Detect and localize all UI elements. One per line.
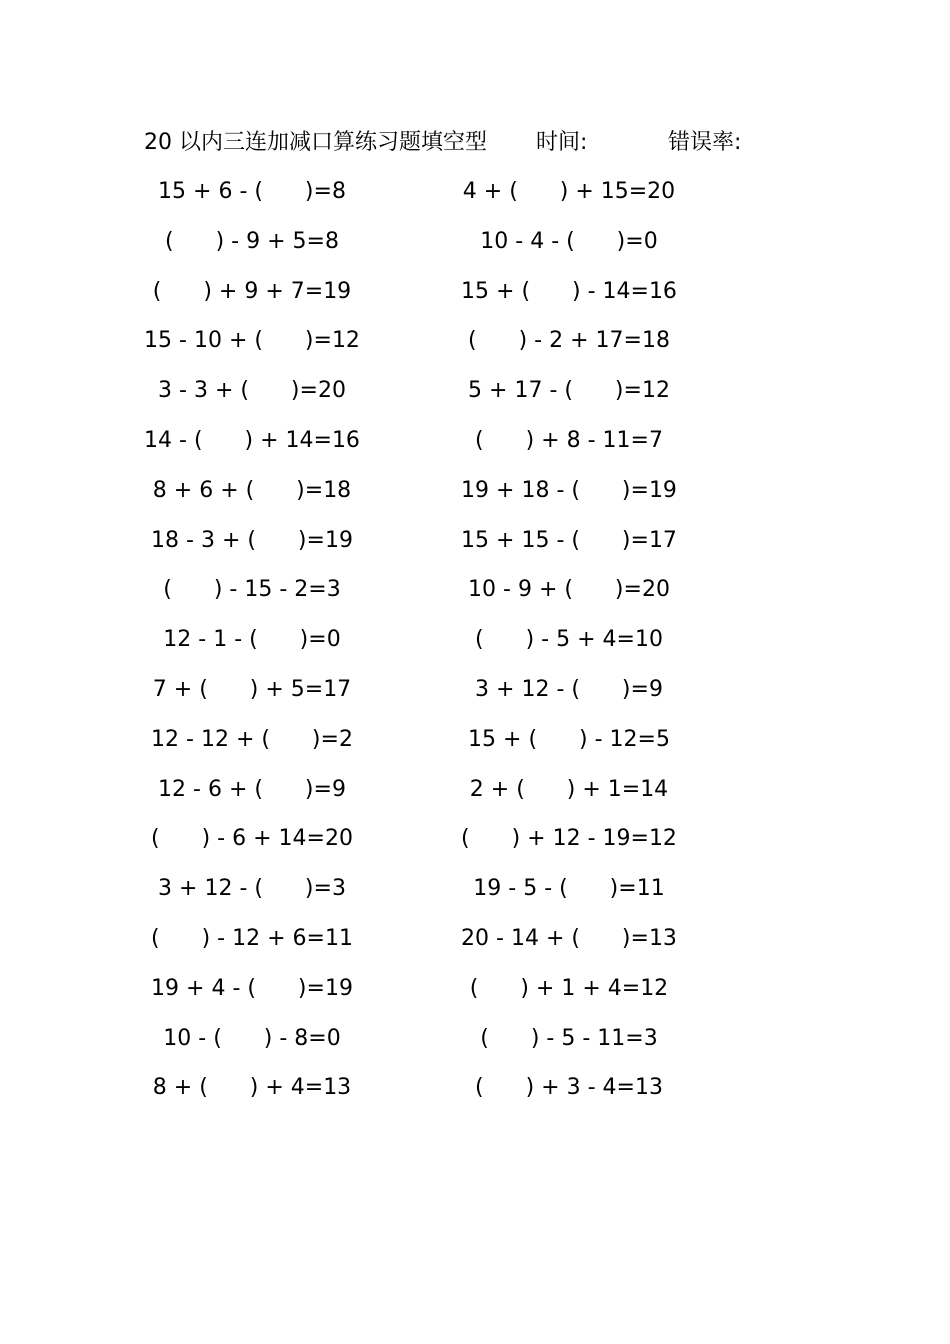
problem-list [0,174,950,1120]
problem-right: 15 + ( ) - 12=5 [468,726,670,752]
time-label: 时间: [536,130,588,155]
problem-row [0,772,950,822]
problem-left: ( ) - 6 + 14=20 [151,826,353,852]
problem-row [0,871,950,921]
problem-right: 10 - 9 + ( )=20 [468,577,670,603]
problem-row [0,274,950,324]
problem-right: ( ) - 2 + 17=18 [468,328,670,354]
problem-row [0,821,950,871]
problem-left: 12 - 6 + ( )=9 [158,776,346,802]
problem-left: 18 - 3 + ( )=19 [151,527,353,553]
problem-left: ( ) - 15 - 2=3 [163,577,341,603]
problem-row [0,1021,950,1071]
problem-row [0,224,950,274]
problem-row [0,1070,950,1120]
problem-row [0,722,950,772]
problem-right: 19 - 5 - ( )=11 [473,876,665,902]
problem-row [0,672,950,722]
problem-left: ( ) + 9 + 7=19 [152,278,352,304]
problem-left: ( ) - 12 + 6=11 [151,925,353,951]
problem-left: ( ) - 9 + 5=8 [165,228,339,254]
problem-row [0,323,950,373]
problem-right: ( ) + 3 - 4=13 [475,1075,663,1101]
problem-row [0,473,950,523]
problem-row [0,523,950,573]
problem-right: ( ) - 5 - 11=3 [480,1025,658,1051]
problem-right: ( ) + 1 + 4=12 [469,975,669,1001]
problem-right: 19 + 18 - ( )=19 [461,477,677,503]
problem-right: ( ) + 8 - 11=7 [475,427,663,453]
problem-row [0,423,950,473]
problem-row [0,921,950,971]
problem-right: 5 + 17 - ( )=12 [468,378,670,404]
worksheet-header [144,126,784,160]
problem-row [0,373,950,423]
problem-left: 8 + ( ) + 4=13 [152,1075,352,1101]
worksheet-title: 20 以内三连加减口算练习题填空型 [144,130,487,155]
problem-right: 15 + ( ) - 14=16 [461,278,677,304]
problem-left: 12 - 12 + ( )=2 [151,726,353,752]
problem-left: 12 - 1 - ( )=0 [163,627,341,653]
problem-right: 2 + ( ) + 1=14 [469,776,669,802]
problem-right: 3 + 12 - ( )=9 [475,676,663,702]
problem-right: 10 - 4 - ( )=0 [480,228,658,254]
problem-right: 20 - 14 + ( )=13 [461,925,677,951]
problem-row [0,174,950,224]
problem-row [0,622,950,672]
problem-left: 8 + 6 + ( )=18 [152,477,352,503]
problem-right: 15 + 15 - ( )=17 [461,527,677,553]
problem-left: 7 + ( ) + 5=17 [152,676,352,702]
problem-right: 4 + ( ) + 15=20 [462,179,676,204]
problem-left: 10 - ( ) - 8=0 [163,1025,341,1051]
problem-left: 15 - 10 + ( )=12 [144,328,360,354]
problem-left: 19 + 4 - ( )=19 [151,975,353,1001]
problem-row [0,572,950,622]
problem-left: 3 + 12 - ( )=3 [158,876,346,902]
problem-left: 15 + 6 - ( )=8 [158,179,346,204]
error-rate-label: 错误率: [668,130,742,155]
problem-right: ( ) - 5 + 4=10 [475,627,663,653]
problem-right: ( ) + 12 - 19=12 [461,826,677,852]
problem-row [0,971,950,1021]
problem-left: 3 - 3 + ( )=20 [158,378,346,404]
problem-left: 14 - ( ) + 14=16 [144,427,360,453]
